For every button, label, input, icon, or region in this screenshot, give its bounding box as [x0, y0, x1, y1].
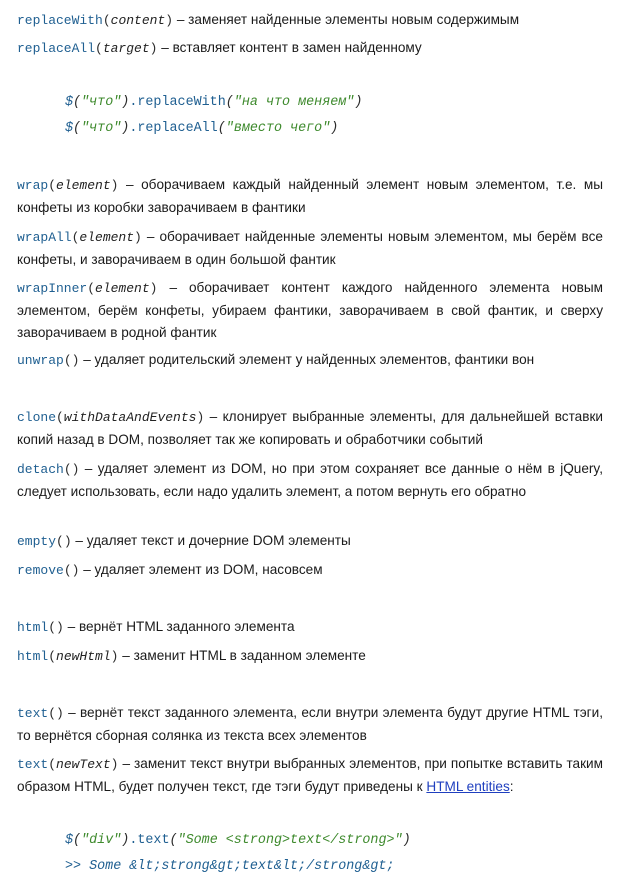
code-token: .replaceAll [129, 121, 218, 136]
code-token: .text [129, 833, 170, 848]
code-token: "вместо чего" [225, 121, 331, 136]
trailing-punctuation: : [509, 779, 514, 794]
code-token: ( [73, 95, 82, 110]
paren-open: ( [102, 13, 111, 28]
detach-desc [17, 458, 603, 503]
method-argument: element [56, 178, 111, 193]
method-description: – оборачивает контент каждого найденного элемента новым элементом, берём конфеты, убираем фантики, заворачиваем в свой фантик, и сверху заворачиваем в родной фантик [17, 280, 603, 340]
method-name: replaceWith [17, 13, 103, 28]
code-token: .replaceWith [129, 95, 226, 110]
method-name: html [17, 620, 49, 635]
method-description: – удаляет элемент из DOM, но при этом сохраняет все данные о нём в jQuery, следует использовать, если надо удалить элемент, а потом вернуть его обратно [17, 461, 603, 499]
paren-open: ( [95, 41, 103, 56]
method-argument: newHtml [56, 649, 111, 664]
code-token: ( [169, 833, 178, 848]
paren-close: ) [56, 620, 64, 635]
method-argument: withDataAndEvents [63, 410, 197, 425]
code-token: ) [121, 833, 130, 848]
method-name: detach [17, 462, 64, 477]
replacewith-desc [17, 9, 603, 32]
method-description: – вернёт текст заданного элемента, если внутри элемента будут другие HTML тэги, то вернётся сборная солянка из текста всех элементов [17, 705, 603, 743]
code-text-call [65, 830, 411, 852]
code-replacewith [65, 92, 362, 114]
code-token: ) [402, 833, 411, 848]
html-entities-link[interactable]: HTML entities [426, 779, 510, 794]
text-set-desc [17, 753, 603, 798]
method-argument: content [110, 13, 166, 28]
unwrap-desc [17, 349, 603, 372]
wrap-desc [17, 174, 603, 219]
paren-open: ( [48, 620, 57, 635]
method-description: – оборачиваем каждый найденный элемент новым элементом, т.е. мы конфеты из коробки заворачиваем в фантики [17, 177, 603, 215]
paren-close: ) [149, 41, 158, 56]
paren-close: ) [63, 534, 72, 549]
paren-open: ( [56, 534, 64, 549]
method-argument: element [95, 281, 150, 296]
method-description: – заменит HTML в заданном элементе [118, 648, 366, 663]
paren-open: ( [63, 462, 72, 477]
paren-close: ) [149, 281, 158, 296]
method-name: wrapAll [17, 230, 72, 245]
method-name: unwrap [17, 353, 64, 368]
method-name: empty [17, 534, 57, 549]
paren-close: ) [196, 410, 205, 425]
paren-close: ) [71, 462, 80, 477]
code-token: ) [354, 95, 363, 110]
code-token: "что" [81, 95, 122, 110]
method-description: – удаляет текст и дочерние DOM элементы [71, 533, 351, 548]
code-token: ( [73, 833, 82, 848]
method-description: – клонирует выбранные элементы, для дальнейшей вставки копий назад в DOM, позволяет так же копировать и обработчики событий [17, 409, 603, 447]
paren-open: ( [63, 353, 72, 368]
code-token: $ [65, 121, 74, 136]
code-token: >> Some &lt;strong&gt;text&lt;/strong&gt; [65, 859, 395, 874]
paren-open: ( [71, 230, 80, 245]
paren-open: ( [48, 706, 57, 721]
paren-close: ) [110, 757, 119, 772]
code-token: ) [121, 121, 130, 136]
code-token: ( [217, 121, 226, 136]
method-description: – удаляет родительский элемент у найденных элементов, фантики вон [79, 352, 535, 367]
method-argument: target [102, 41, 150, 56]
paren-close: ) [71, 563, 80, 578]
code-text-output [65, 856, 394, 878]
method-name: wrap [17, 178, 49, 193]
method-description: – заменяет найденные элементы новым содержимым [173, 12, 520, 27]
method-name: text [17, 757, 49, 772]
clone-desc [17, 406, 603, 451]
method-name: text [17, 706, 49, 721]
method-description: – оборачивает найденные элементы новым элементом, мы берём все конфеты, и заворачиваем в один большой фантик [17, 229, 603, 267]
paren-close: ) [134, 230, 142, 245]
code-token: ) [330, 121, 339, 136]
code-token: "Some <strong>text</strong>" [177, 833, 403, 848]
paren-close: ) [56, 706, 64, 721]
code-replaceall [65, 118, 338, 140]
paren-open: ( [87, 281, 96, 296]
paren-open: ( [56, 410, 64, 425]
method-description: – удаляет элемент из DOM, насовсем [79, 562, 323, 577]
html-set-desc [17, 645, 603, 668]
paren-close: ) [165, 13, 174, 28]
wrapinner-desc [17, 277, 603, 344]
method-name: remove [17, 563, 64, 578]
method-name: replaceAll [17, 41, 96, 56]
code-token: ) [121, 95, 130, 110]
method-name: clone [17, 410, 57, 425]
paren-close: ) [71, 353, 80, 368]
code-token: $ [65, 95, 74, 110]
method-description: – вернёт HTML заданного элемента [63, 619, 295, 634]
code-token: ( [73, 121, 82, 136]
code-token: "div" [81, 833, 122, 848]
code-token: ( [225, 95, 234, 110]
method-argument: element [79, 230, 135, 245]
paren-close: ) [110, 649, 119, 664]
method-argument: newText [56, 757, 111, 772]
paren-close: ) [110, 178, 119, 193]
wrapall-desc [17, 226, 603, 271]
method-name: html [17, 649, 49, 664]
paren-open: ( [48, 757, 57, 772]
method-name: wrapInner [17, 281, 88, 296]
code-token: $ [65, 833, 74, 848]
replaceall-desc [17, 37, 603, 60]
html-get-desc [17, 616, 603, 639]
remove-desc [17, 559, 603, 582]
code-token: "что" [81, 121, 122, 136]
code-token: "на что меняем" [233, 95, 355, 110]
method-description: – вставляет контент в замен найденному [157, 40, 422, 55]
text-get-desc [17, 702, 603, 747]
paren-open: ( [48, 649, 57, 664]
method-description: – заменит текст внутри выбранных элементов, при попытке вставить таким образом HTML, будет получен текст, где тэги будут приведены к [17, 756, 603, 794]
paren-open: ( [48, 178, 57, 193]
empty-desc [17, 530, 603, 553]
paren-open: ( [63, 563, 72, 578]
